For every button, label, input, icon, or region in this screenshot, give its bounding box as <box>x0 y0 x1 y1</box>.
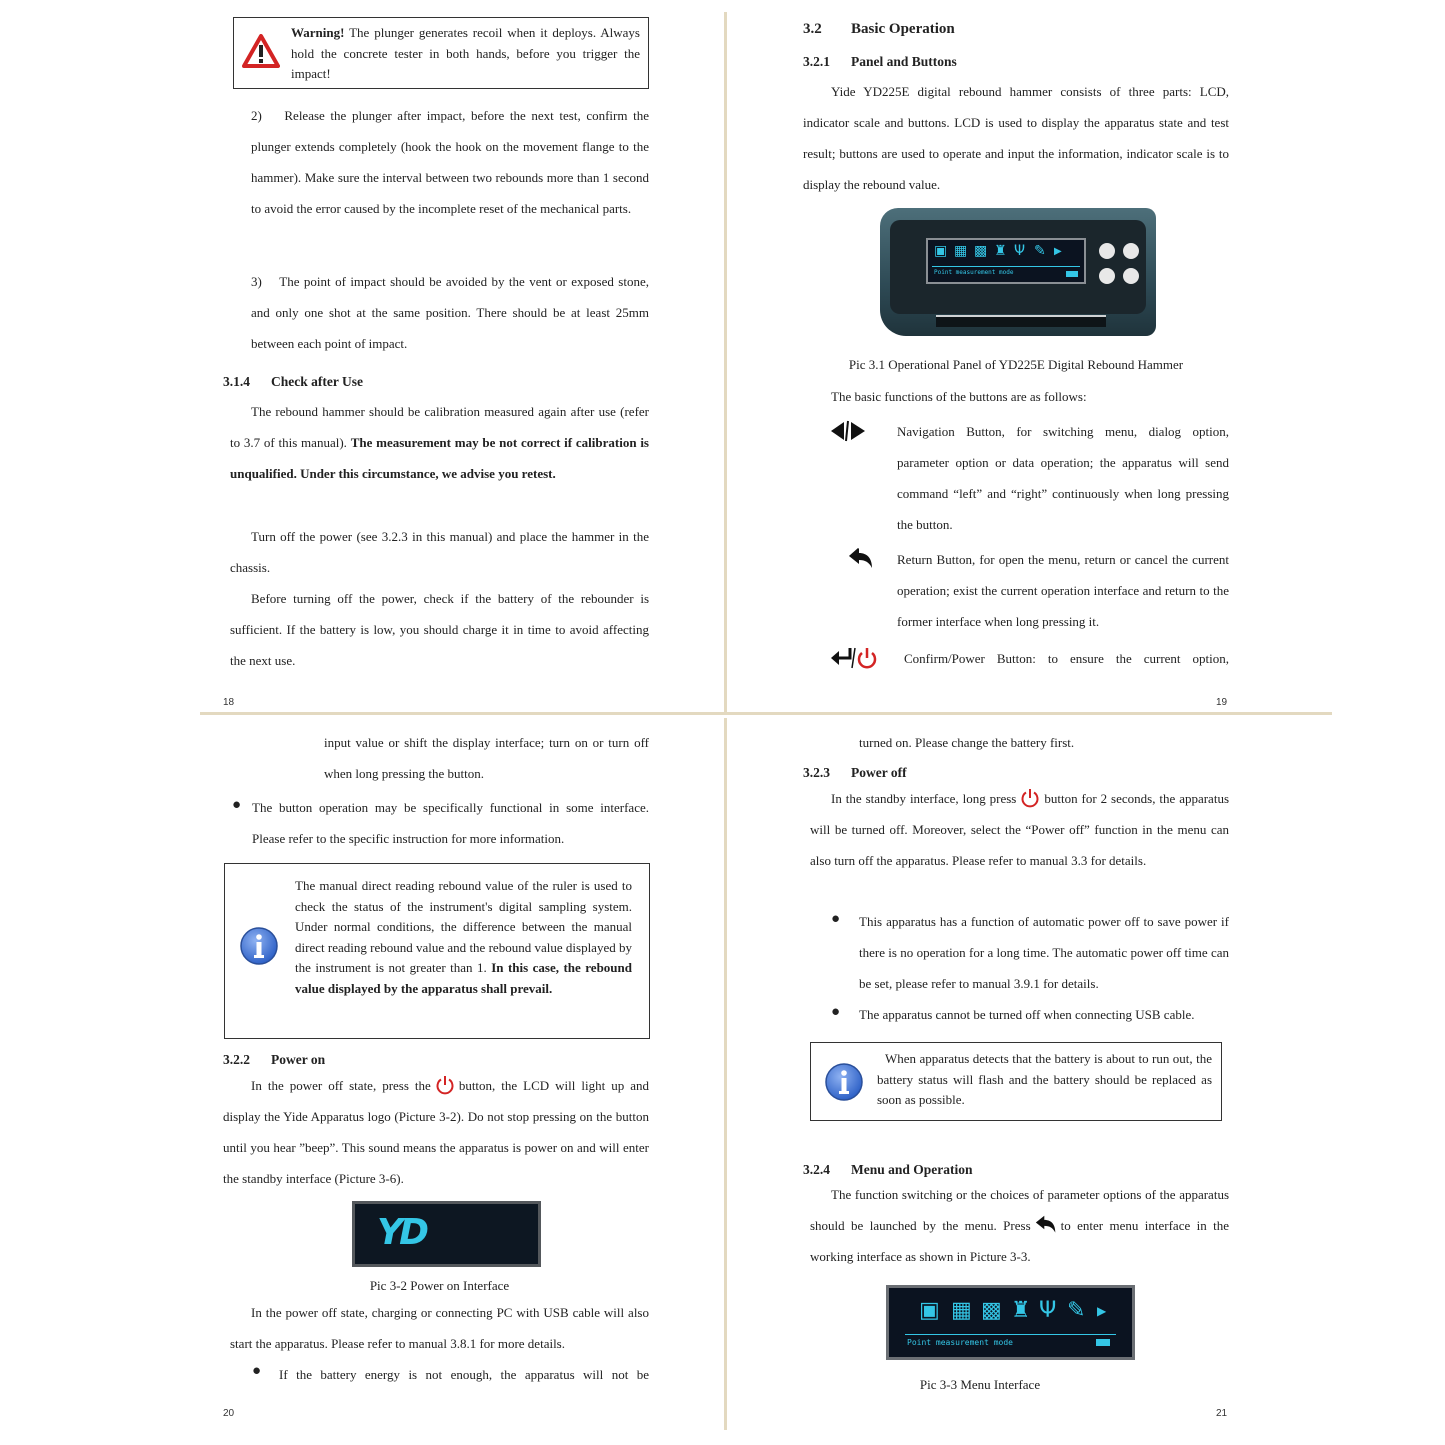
battery-energy-bullet: If the battery energy is not enough, the apparatus will not be <box>279 1367 649 1382</box>
lcd-battery-icon <box>1096 1339 1110 1346</box>
lcd-measure-icon: ▣ <box>934 243 948 259</box>
device-indicator-scale <box>936 315 1106 327</box>
bullet-dot: ● <box>831 911 841 927</box>
power-icon <box>435 1075 455 1095</box>
return-arrow-icon <box>1035 1215 1057 1235</box>
section-heading-3-2: 3.2 Basic Operation <box>803 21 955 37</box>
info-box-ruler <box>224 863 650 1039</box>
lcd-arrow-icon: ▶ <box>1054 246 1062 257</box>
auto-power-off-bullet: This apparatus has a function of automatic power off to save power if there is no operation for a long time. The automatic power off time can be set, please refer to manual 3.9.1 for details. <box>859 914 1229 991</box>
check-after-use-paragraph: The rebound hammer should be calibration measured again after use (refer to 3.7 of this manual). The measurement may be not correct if calibration is unqualified. Under this circumstance, we advise you retest. <box>230 404 649 481</box>
menu-lcd-mode-text: Point measurement mode <box>907 1338 1013 1347</box>
device-button-down-left <box>1099 268 1115 284</box>
power-on-logo-screen <box>352 1201 541 1267</box>
lcd-usb-icon: Ψ <box>1014 243 1026 259</box>
power-off-paragraph: In the standby interface, long press button for 2 seconds, the apparatus will be turned off. Moreover, select the “Power off” function in the menu can also turn off the apparatus. Please refer to manual 3.3 for details. <box>810 783 1229 876</box>
pic-3-2-caption: Pic 3-2 Power on Interface <box>369 1278 510 1293</box>
warning-text <box>291 23 640 85</box>
menu-interface-screen <box>886 1285 1135 1360</box>
power-icon <box>1020 788 1040 808</box>
info-box-battery <box>810 1042 1222 1121</box>
info-icon <box>239 926 279 966</box>
navigation-button-text: Navigation Button, for switching menu, dialog option, parameter option or data operation; the apparatus will send command “left” and “right” continuously when long pressing the button. <box>897 424 1229 532</box>
section-heading-3-2-2: 3.2.2 Power on <box>223 1052 326 1067</box>
bullet-dot: ● <box>252 1363 262 1379</box>
pic-3-1-caption: Pic 3.1 Operational Panel of YD225E Digital Rebound Hammer <box>848 357 1184 372</box>
vertical-page-divider-top <box>724 12 727 712</box>
lcd-grid-icon: ▦ <box>954 243 968 259</box>
horizontal-page-divider <box>200 712 1332 715</box>
section-heading-3-2-4: 3.2.4 Menu and Operation <box>803 1162 973 1177</box>
device-button-down-right <box>1123 268 1139 284</box>
battery-check-paragraph: Before turning off the power, check if the battery of the rebounder is sufficient. If the battery is low, you should charge it in time to avoid affecting the next use. <box>230 591 649 668</box>
return-arrow-icon <box>848 548 874 570</box>
page-number-21: 21 <box>1216 1408 1228 1419</box>
page-number-20: 20 <box>223 1408 235 1419</box>
navigation-arrows-icon <box>830 420 866 442</box>
lcd-grid-icon: ▦ <box>951 1298 972 1323</box>
warning-triangle-icon <box>242 34 280 68</box>
list-item-2: 2) Release the plunger after impact, before the next test, confirm the plunger extends completely (hook the hook on the movement flange to the hammer). Make sure the interval between two rebounds more than 1 second to avoid the error caused by the incomplete reset of the mechanical parts. <box>251 108 649 216</box>
menu-operation-paragraph: The function switching or the choices of parameter options of the apparatus should be launched by the menu. Press to enter menu interface in the working interface as shown in Picture 3-3. <box>810 1187 1229 1264</box>
lcd-lock-icon: ♜ <box>994 243 1007 259</box>
power-on-paragraph: In the power off state, press the button, the LCD will light up and display the Yide Apparatus logo (Picture 3-2). Do not stop pressing on the button until you hear ”beep”. This sound means the apparatus is power on and will enter the standby interface (Picture 3-6). <box>223 1070 649 1194</box>
confirm-button-continued: input value or shift the display interface; turn on or turn off when long pressing the button. <box>324 735 649 781</box>
vertical-page-divider-bottom <box>724 718 727 1430</box>
list-item-3: 3) The point of impact should be avoided by the vent or exposed stone, and only one shot at the same position. There should be at least 25mm between each point of impact. <box>251 274 649 351</box>
confirm-power-icon <box>830 646 878 670</box>
page-number-19: 19 <box>1216 697 1228 708</box>
lcd-dots-icon: ▩ <box>974 243 988 259</box>
return-button-text: Return Button, for open the menu, return or cancel the current operation; exist the current operation interface and return to the former interface when long pressing it. <box>897 552 1229 629</box>
lcd-arrow-icon: ▶ <box>1097 1304 1107 1318</box>
info-box-battery-text: When apparatus detects that the battery is about to run out, the battery status will flash and the battery should be replaced as soon as possible. <box>877 1051 1212 1107</box>
device-button-up-left <box>1099 243 1115 259</box>
lcd-usb-icon: Ψ <box>1039 1298 1057 1323</box>
lcd-wrench-icon: ✎ <box>1067 1298 1086 1323</box>
lcd-dots-icon: ▩ <box>981 1298 1002 1323</box>
device-lcd-mode-text: Point measurement mode <box>934 269 1014 276</box>
usb-start-paragraph: In the power off state, charging or connecting PC with USB cable will also start the apparatus. Please refer to manual 3.8.1 for more details. <box>230 1305 649 1351</box>
info-icon <box>824 1062 864 1102</box>
pic-3-3-caption: Pic 3-3 Menu Interface <box>919 1377 1041 1392</box>
device-panel-image <box>880 208 1156 336</box>
info-box-ruler-text: The manual direct reading rebound value of the ruler is used to check the status of the instrument's digital sampling system. Under normal conditions, the difference between the manual direct reading rebound value and the rebound value displayed by the instrument is not greater than 1. In this case, the rebound value displayed by the apparatus shall prevail. <box>295 878 632 996</box>
warning-box <box>233 17 649 89</box>
bullet-dot: ● <box>232 797 242 813</box>
section-heading-3-2-1: 3.2.1 Panel and Buttons <box>803 54 957 69</box>
lcd-lock-icon: ♜ <box>1011 1298 1031 1323</box>
lcd-wrench-icon: ✎ <box>1034 243 1046 259</box>
lcd-battery-icon <box>1066 271 1078 277</box>
section-heading-3-1-4: 3.1.4 Check after Use <box>223 374 363 389</box>
warning-title: Warning! <box>291 25 345 40</box>
confirm-button-text: Confirm/Power Button: to ensure the current option, <box>904 651 1229 666</box>
usb-power-off-bullet: The apparatus cannot be turned off when connecting USB cable. <box>859 1007 1195 1022</box>
panel-intro-paragraph: Yide YD225E digital rebound hammer consists of three parts: LCD, indicator scale and buttons. LCD is used to display the apparatus state and test result; buttons are used to operate and input the information, indicator scale is to display the rebound value. <box>803 84 1229 192</box>
warning-body: The plunger generates recoil when it deploys. Always hold the concrete tester in both hands, before you trigger the impact! <box>291 25 640 81</box>
bullet-dot: ● <box>831 1004 841 1020</box>
device-button-up-right <box>1123 243 1139 259</box>
page-number-18: 18 <box>223 697 235 708</box>
battery-continued-text: turned on. Please change the battery first. <box>859 735 1075 750</box>
turn-off-paragraph: Turn off the power (see 3.2.3 in this manual) and place the hammer in the chassis. <box>230 529 649 575</box>
section-heading-3-2-3: 3.2.3 Power off <box>803 765 907 780</box>
lcd-measure-icon: ▣ <box>919 1298 940 1323</box>
yide-logo: YD <box>377 1212 425 1253</box>
buttons-intro-text: The basic functions of the buttons are as follows: <box>831 389 1087 404</box>
button-operation-bullet: The button operation may be specifically functional in some interface. Please refer to the specific instruction for more information. <box>252 800 649 846</box>
